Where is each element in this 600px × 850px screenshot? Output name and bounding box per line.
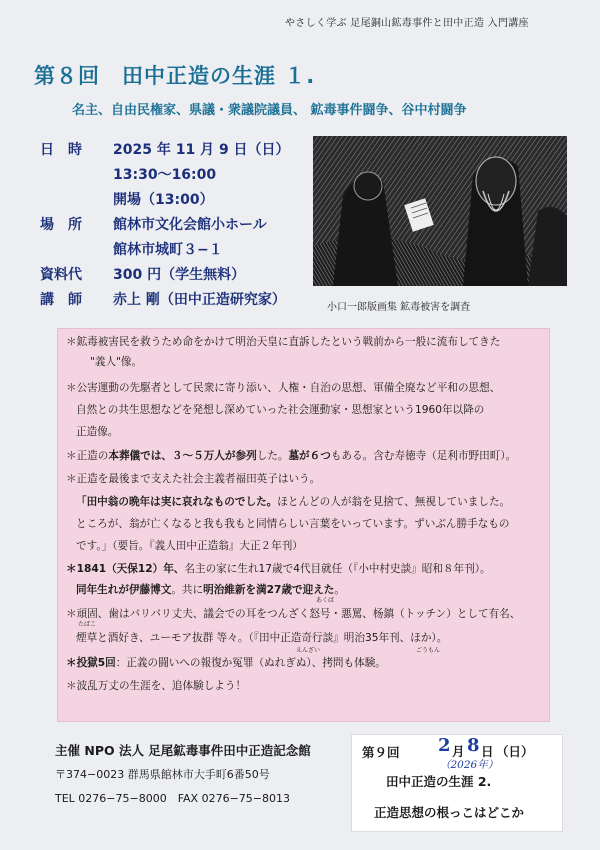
organizer-address: 〒374−0023 群馬県館林市大手町6番50号 <box>55 768 270 781</box>
note-line: ＊鉱毒被害民を救うため命をかけて明治天皇に直訴したという戦前から一般に流布してきた <box>66 336 501 348</box>
note-line: 自然との共生思想などを発想し深めていった社会運動家・思想家という1960年以降の <box>76 404 485 416</box>
next-date-weekday: （日） <box>496 744 534 759</box>
open-time: 開場（13:00） <box>113 192 214 208</box>
time-value: 13:30～16:00 <box>113 167 217 183</box>
next-number: 第９回 <box>362 745 400 760</box>
note-line: ＊投獄5回：正義の闘いへの報復か冤罪（ぬれぎぬ）、拷問も体験。 <box>66 657 386 669</box>
next-session-box <box>352 735 562 831</box>
quote-line: 「田中翁の晩年は実に哀れなものでした。ほとんどの人が翁を見捨て、無視していました。 <box>76 496 511 508</box>
ruby-tabako: たばこ <box>78 621 97 628</box>
ruby-enzai: えんざい <box>296 647 321 654</box>
next-date-month-number: 2 <box>438 735 451 756</box>
series-title: やさしく学ぶ 足尾銅山鉱毒事件と田中正造 入門講座 <box>285 18 529 29</box>
next-title: 田中正造の生涯 2. <box>386 774 492 789</box>
woodblock-print-image <box>313 136 567 286</box>
note-line: 煙草と酒好き、ユーモア抜群 等々。（『田中正造奇行談』明治35年刊、ほか）。 <box>76 632 448 644</box>
image-caption: 小口一郎版画集 鉱毒被害を調査 <box>327 302 471 313</box>
note-line: 正造像。 <box>76 426 119 438</box>
note-line: 同年生れが伊藤博文。共に明治維新を満27歳で迎えた。 <box>76 584 345 596</box>
quote-line: です。」（要旨。『義人田中正造翁』大正２年刊） <box>76 540 303 552</box>
next-year-note: （2026年） <box>440 759 499 771</box>
organizer: 主催 NPO 法人 足尾鉱毒事件田中正造記念館 <box>55 743 311 758</box>
place-label: 場 所 <box>40 217 82 233</box>
next-date-day-unit: 日 <box>481 744 494 759</box>
ruby-akuba: あくば <box>316 597 335 604</box>
note-line: ＊正造を最後まで支えた社会主義者福田英子はいう。 <box>66 473 321 485</box>
note-line: ＊頑固、歯はバリバリ丈夫、議会での耳をつんざく怒号・悪罵、杨鎮（トッチン）として有名、 <box>66 608 521 620</box>
next-date-day-number: 8 <box>467 735 480 756</box>
ruby-gomon: ごうもん <box>416 647 441 654</box>
date-value: 2025 年 11 月 9 日（日） <box>113 142 290 158</box>
place-address: 館林市城町３−１ <box>113 242 223 258</box>
fee-label: 資料代 <box>40 267 82 283</box>
organizer-contact: TEL 0276−75−8000 FAX 0276−75−8013 <box>55 792 291 805</box>
note-line: "義人"像。 <box>90 356 143 368</box>
place-value: 館林市文化会館小ホール <box>113 217 267 233</box>
notes-box <box>58 329 549 721</box>
note-line: ＊正造の本葬儀では、３～５万人が参列した。墓が６つもある。含む寿徳寺（足利市野田町）。 <box>66 450 517 462</box>
page-title: 第８回 田中正造の生涯 １. <box>34 64 316 88</box>
next-date-month-unit: 月 <box>452 744 465 759</box>
note-line: ＊公害運動の先駆者として民衆に寄り添い、人権・自治の思想、軍備全廃など平和の思想、 <box>66 382 501 394</box>
note-line: ＊波乱万丈の生涯を、追体験しよう！ <box>66 680 247 692</box>
next-theme: 正造思想の根っこはどこか <box>374 805 525 820</box>
lecturer-value: 赤上 剛（田中正造研究家） <box>113 292 286 308</box>
fee-value: 300 円（学生無料） <box>113 267 246 283</box>
date-label: 日 時 <box>40 142 82 158</box>
note-line: ＊1841（天保12）年、名主の家に生れ17歳で4代目就任（『小中村史談』昭和８年刊）。 <box>66 563 491 575</box>
lecturer-label: 講 師 <box>40 292 82 308</box>
quote-line: ところが、翁が亡くなると我も我もと同情らしい言葉をいっています。ずいぶん勝手なもの <box>76 518 510 530</box>
page-subtitle: 名主、自由民権家、県議・衆議院議員、 鉱毒事件闘争、谷中村闘争 <box>72 103 467 118</box>
